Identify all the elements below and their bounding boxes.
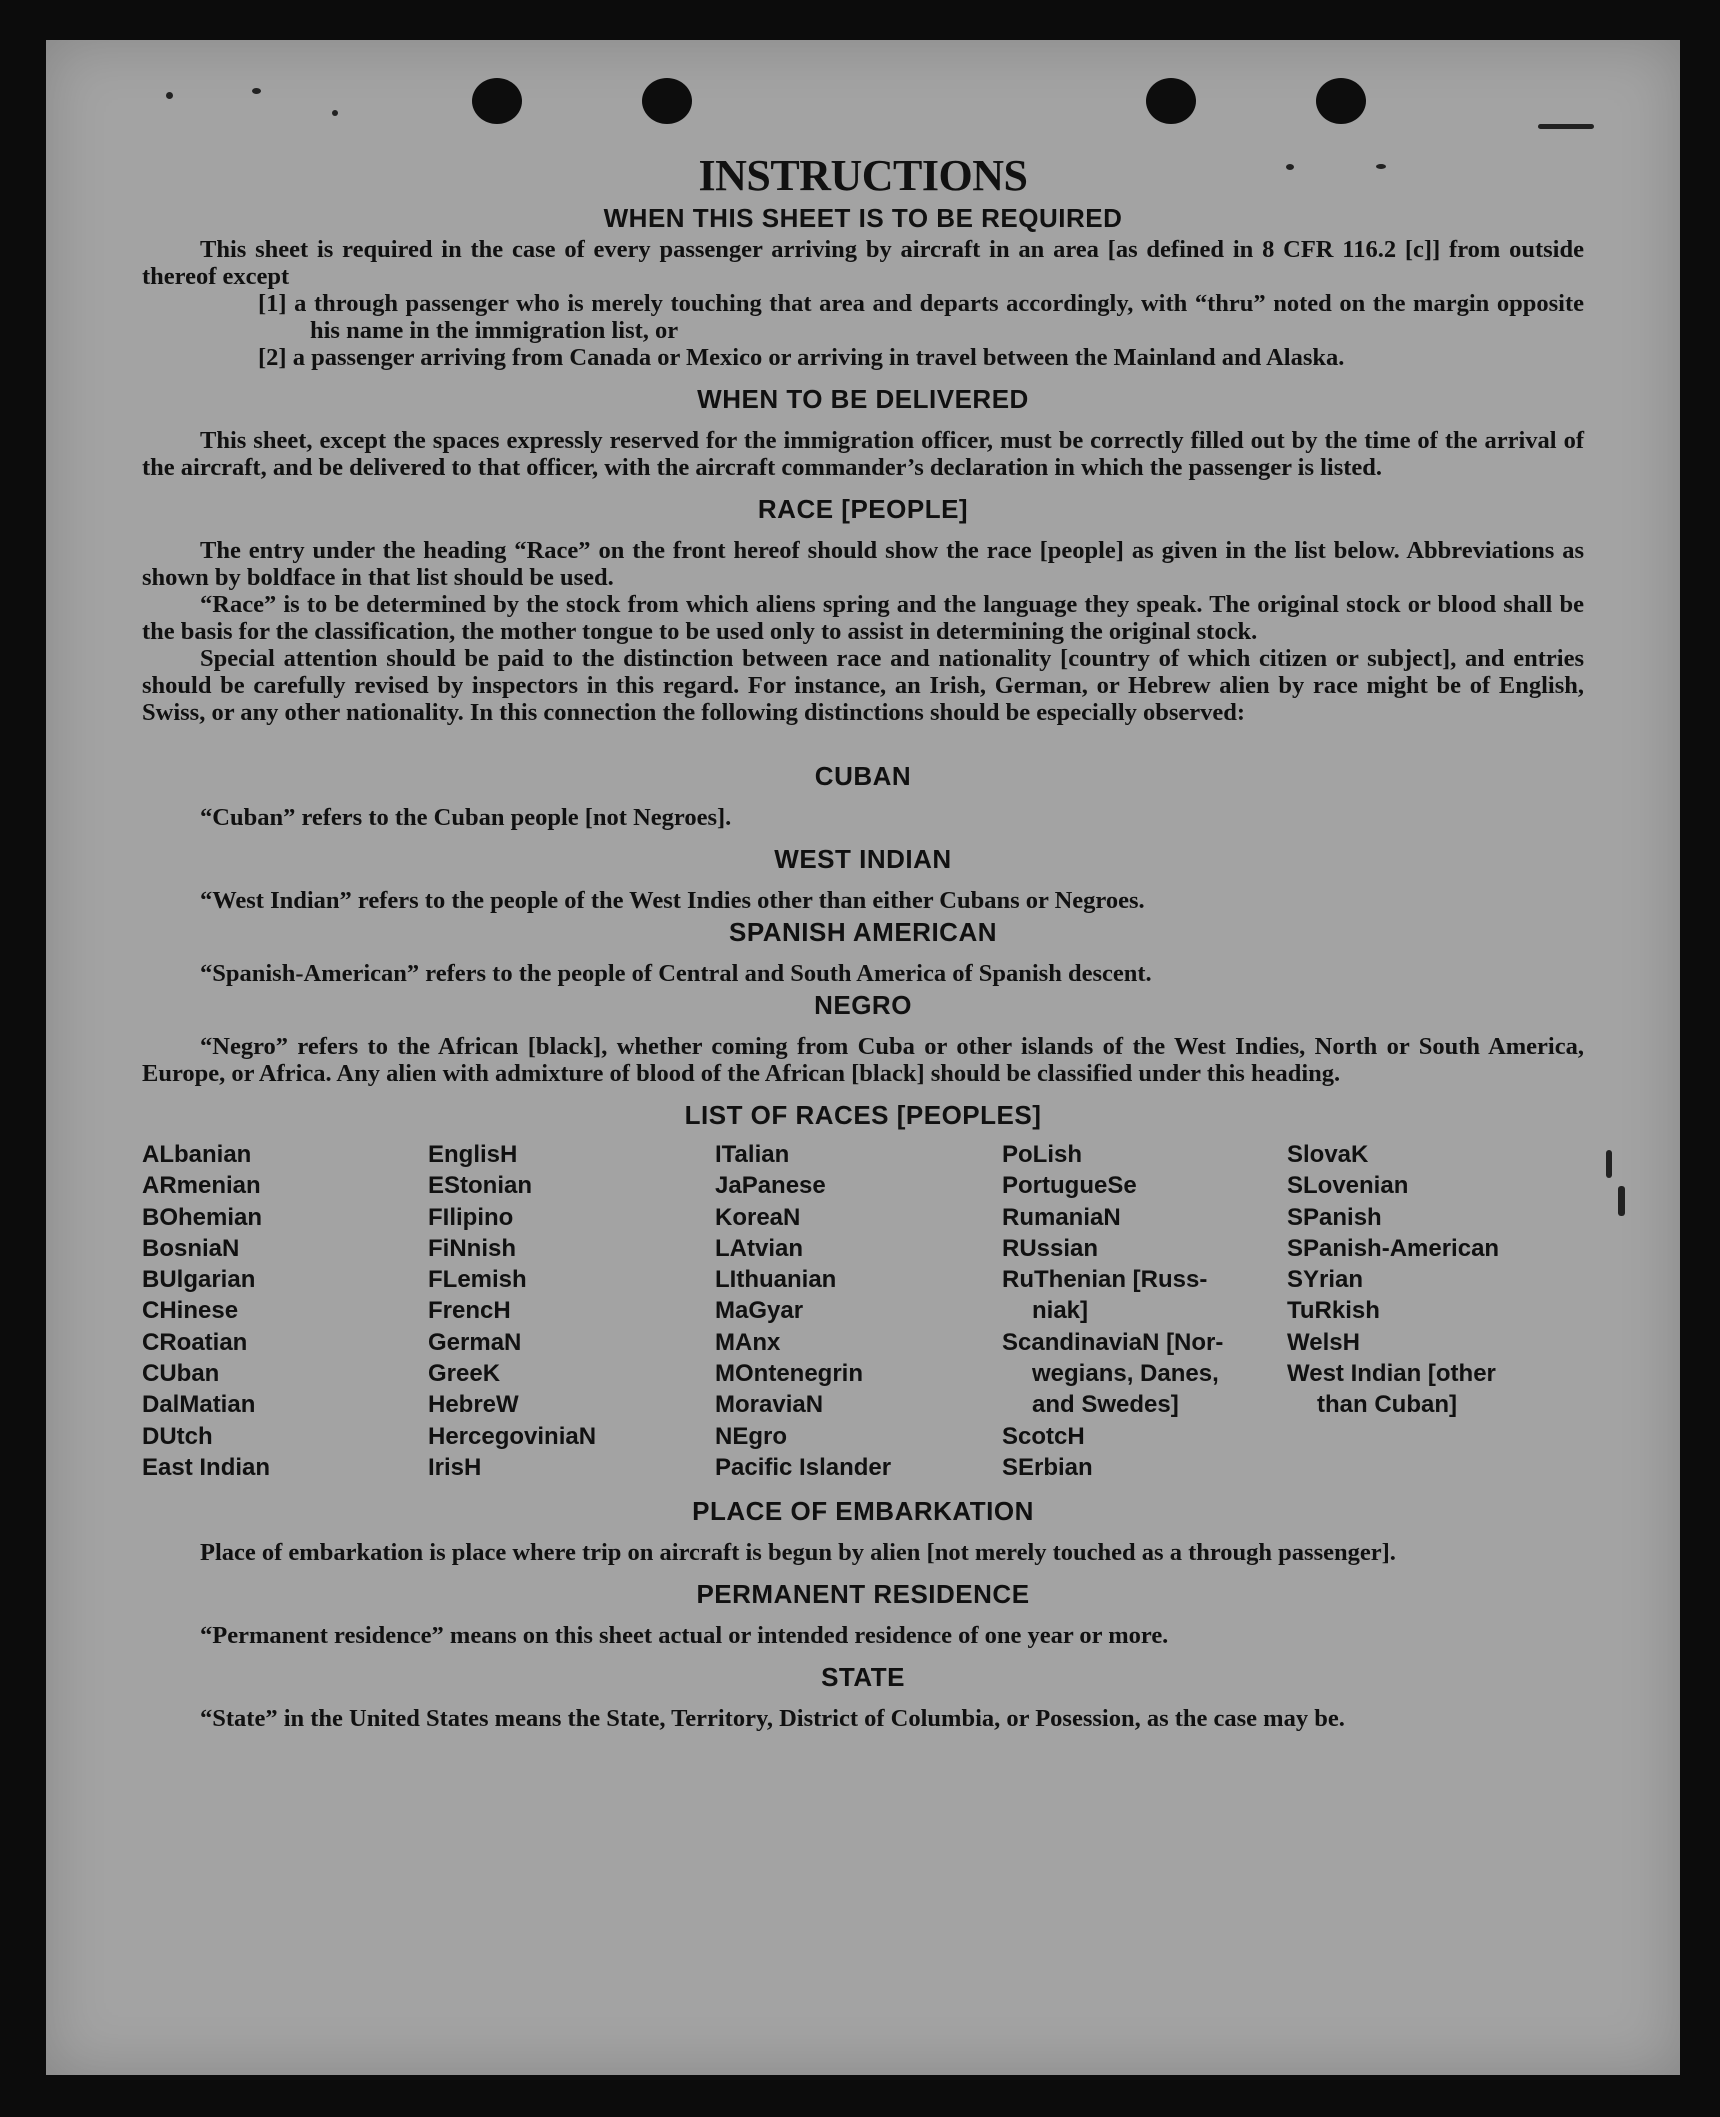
race-entry: FiNnish: [428, 1234, 516, 1262]
heading-embarkation: PLACE OF EMBARKATION: [692, 1496, 1034, 1527]
race-entry: BosniaN: [142, 1234, 240, 1262]
race-entry: BUlgarian: [142, 1266, 256, 1294]
race-entry: East Indian: [142, 1453, 271, 1481]
heading-spanish-american: SPANISH AMERICAN: [728, 917, 997, 947]
punch-hole: [472, 78, 522, 124]
race-entry: ScandinaviaN [Nor-: [1002, 1328, 1224, 1356]
race-entry: and Swedes]: [1032, 1391, 1179, 1419]
races-column-3: [715, 1139, 1002, 1483]
punch-hole: [642, 78, 692, 124]
race-entry: DUtch: [142, 1422, 213, 1450]
race-entry: CUban: [142, 1360, 220, 1388]
race-entry: MoraviaN: [715, 1391, 824, 1419]
embarkation-text: Place of embarkation is place where trip on aircraft is begun by alien [not merely touched as a through passenger].: [200, 1539, 1396, 1567]
race-entry: SPanish-American: [1287, 1234, 1500, 1262]
race-entry: SPanish: [1287, 1203, 1382, 1231]
race-paragraph-3: Special attention should be paid to the distinction between race and nationality [country of which citizen or subject], and entries should be carefully revised by inspectors in this regard. For instance, an Irish, German, or Hebrew alien by race might be of English, Swiss, or any other nationality. In this connection the following distinctions should be especially observed:: [142, 645, 1584, 726]
race-entry: IrisH: [428, 1453, 482, 1481]
ink-speck: [332, 110, 338, 116]
ink-speck: [252, 88, 261, 94]
instructions-content: [142, 140, 1584, 1732]
race-entry: HercegoviniaN: [428, 1422, 597, 1450]
heading-race: RACE [PEOPLE]: [757, 494, 969, 524]
heading-list-of-races: LIST OF RACES [PEOPLES]: [684, 1100, 1042, 1130]
race-entry: ALbanian: [142, 1141, 252, 1168]
race-entry: PoLish: [1002, 1141, 1083, 1168]
race-entry: GermaN: [428, 1328, 522, 1356]
ink-speck: [1538, 124, 1594, 129]
race-entry: ARmenian: [142, 1172, 261, 1200]
race-entry: wegians, Danes,: [1032, 1360, 1219, 1388]
race-entry: than Cuban]: [1317, 1391, 1457, 1419]
permanent-residence-text: “Permanent residence” means on this sheet actual or intended residence of one year or more.: [200, 1622, 1169, 1650]
race-entry: MOntenegrin: [715, 1360, 863, 1388]
race-entry: RuThenian [Russ-: [1002, 1266, 1208, 1294]
race-entry: SErbian: [1002, 1453, 1093, 1481]
race-entry: KoreaN: [715, 1203, 801, 1231]
heading-when-delivered: WHEN TO BE DELIVERED: [697, 384, 1029, 414]
race-entry: FrencH: [428, 1297, 511, 1325]
race-entry: EnglisH: [428, 1141, 518, 1168]
heading-when-required: WHEN THIS SHEET IS TO BE REQUIRED: [603, 203, 1123, 233]
race-entry: FIlipino: [428, 1203, 514, 1231]
race-entry: LIthuanian: [715, 1266, 837, 1294]
race-entry: WelsH: [1287, 1328, 1360, 1356]
heading-permanent-residence: PERMANENT RESIDENCE: [696, 1579, 1030, 1610]
ink-speck: [1618, 1186, 1625, 1216]
races-column-4: [1002, 1139, 1287, 1483]
cuban-text: “Cuban” refers to the Cuban people [not Negroes].: [200, 804, 732, 831]
race-entry: West Indian [other: [1287, 1360, 1496, 1388]
race-entry: EStonian: [428, 1172, 533, 1200]
race-paragraph-2: “Race” is to be determined by the stock from which aliens spring and the language they speak. The original stock or blood shall be the basis for the classification, the mother tongue to be used only to assist in determining the original stock.: [142, 591, 1584, 645]
race-entry: JaPanese: [715, 1172, 826, 1200]
race-entry: Pacific Islander: [715, 1453, 892, 1481]
race-entry: LAtvian: [715, 1234, 804, 1262]
race-entry: MAnx: [715, 1328, 781, 1356]
ink-speck: [1606, 1150, 1612, 1178]
heading-negro: NEGRO: [814, 990, 912, 1020]
exception-item-2: [2] a passenger arriving from Canada or Mexico or arriving in travel between the Mainland and Alaska.: [258, 344, 1345, 371]
race-entry: ITalian: [715, 1141, 790, 1168]
race-entry: BOhemian: [142, 1203, 263, 1231]
heading-state: STATE: [821, 1662, 905, 1693]
when-required-intro: This sheet is required in the case of every passenger arriving by aircraft in an area [as defined in 8 CFR 116.2 [c]] from outside thereof except: [142, 236, 1584, 290]
punch-hole: [1316, 78, 1366, 124]
race-entry: niak]: [1032, 1297, 1089, 1325]
race-entry: CHinese: [142, 1297, 239, 1325]
race-entry: ScotcH: [1002, 1422, 1085, 1450]
races-list: [142, 1139, 1584, 1483]
race-entry: SYrian: [1287, 1266, 1364, 1294]
race-entry: SlovaK: [1287, 1141, 1369, 1168]
negro-text: “Negro” refers to the African [black], whether coming from Cuba or other islands of the West Indies, North or South America, Europe, or Africa. Any alien with admixture of blood of the African [black] should be classified under this heading.: [142, 1033, 1584, 1087]
races-column-2: [428, 1139, 715, 1483]
race-entry: SLovenian: [1287, 1172, 1409, 1200]
races-column-1: [142, 1139, 428, 1483]
state-text: “State” in the United States means the State, Territory, District of Columbia, or Posession, as the case may be.: [200, 1705, 1345, 1733]
race-entry: MaGyar: [715, 1297, 804, 1325]
when-delivered-text: This sheet, except the spaces expressly reserved for the immigration officer, must be correctly filled out by the time of the arrival of the aircraft, and be delivered to that officer, with the aircraft commander’s declaration in which the passenger is listed.: [142, 427, 1584, 481]
race-entry: HebreW: [428, 1391, 519, 1419]
heading-west-indian: WEST INDIAN: [774, 844, 952, 874]
page-title: INSTRUCTIONS: [698, 151, 1028, 200]
ink-speck: [166, 92, 173, 99]
races-column-5: [1287, 1139, 1584, 1483]
race-paragraph-1: The entry under the heading “Race” on the front hereof should show the race [people] as given in the list below. Abbreviations as shown by boldface in that list should be used.: [142, 537, 1584, 591]
document-sheet: [46, 40, 1680, 2075]
race-entry: TuRkish: [1287, 1297, 1380, 1325]
race-entry: DalMatian: [142, 1391, 256, 1419]
race-entry: PortugueSe: [1002, 1172, 1137, 1200]
race-entry: NEgro: [715, 1422, 787, 1450]
race-entry: FLemish: [428, 1266, 527, 1294]
exception-item-1: [1] a through passenger who is merely touching that area and departs accordingly, with “thru” noted on the margin opposite his name in the immigration list, or: [258, 290, 1584, 344]
punch-hole: [1146, 78, 1196, 124]
west-indian-text: “West Indian” refers to the people of the West Indies other than either Cubans or Negroes.: [200, 887, 1145, 914]
race-entry: GreeK: [428, 1360, 501, 1388]
race-entry: RUssian: [1002, 1234, 1099, 1262]
race-entry: RumaniaN: [1002, 1203, 1121, 1231]
spanish-american-text: “Spanish-American” refers to the people of Central and South America of Spanish descent.: [200, 960, 1152, 987]
heading-cuban: CUBAN: [814, 761, 912, 791]
race-entry: CRoatian: [142, 1328, 248, 1356]
